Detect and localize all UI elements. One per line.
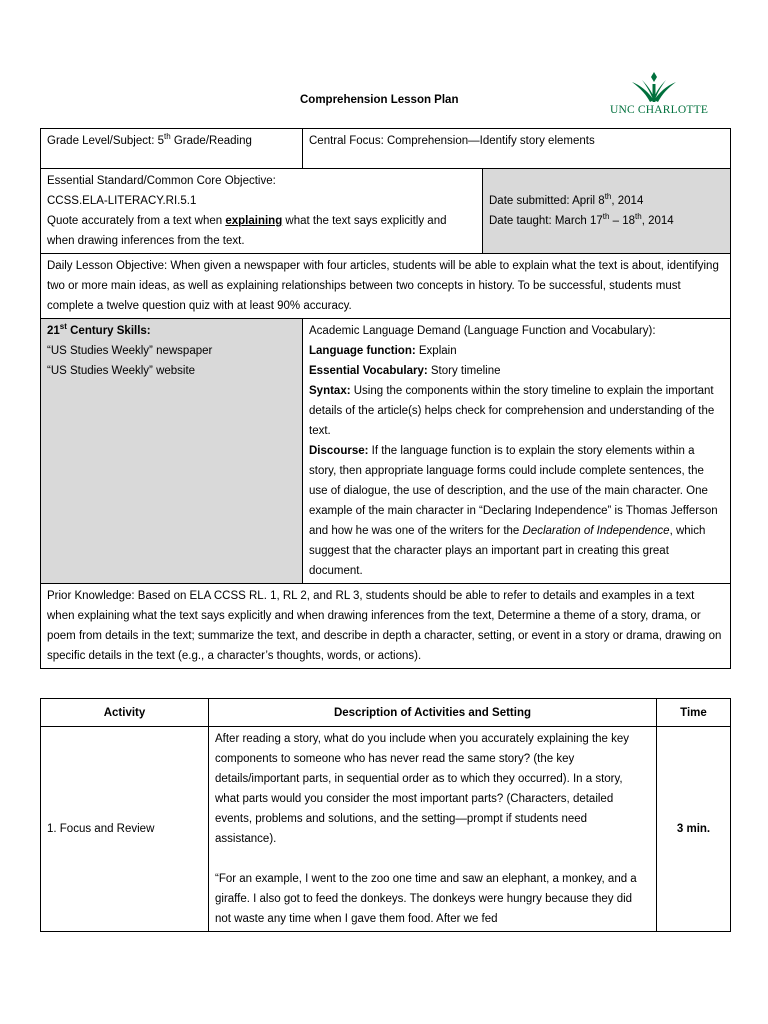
table-row [41, 727, 731, 932]
central-focus-cell: Central Focus: Comprehension—Identify story elements [303, 129, 731, 169]
table-header-row [41, 699, 731, 727]
standard-code: CCSS.ELA-LITERACY.RI.5.1 [47, 195, 197, 207]
date-submitted: Date submitted: April 8th, 2014 [489, 192, 644, 207]
description-header: Description of Activities and Setting [209, 699, 657, 727]
skill-item: “US Studies Weekly” newspaper [47, 345, 213, 357]
activity-name: 1. Focus and Review [41, 727, 209, 932]
date-taught: Date taught: March 17th – 18th, 2014 [489, 212, 674, 227]
standard-label: Essential Standard/Common Core Objective: [47, 175, 276, 187]
prior-knowledge-cell: Prior Knowledge: Based on ELA CCSS RL. 1, RL 2, and RL 3, students should be able to refer to details and examples in a text when explaining what the text says explicitly and when drawing inferences from the text, Determine a theme of a story, drama, or poem from details in the text; summarize the text, and describe in depth a character, setting, or event in a story or drama, drawing on specific details in the text (e.g., a character’s thoughts, words, or actions). [41, 584, 731, 669]
skill-item: “US Studies Weekly” website [47, 365, 196, 377]
language-function: Language function: Explain [309, 345, 457, 357]
table-row [41, 254, 731, 319]
academic-language-label: Academic Language Demand (Language Function and Vocabulary): [309, 325, 656, 337]
activity-description [209, 727, 657, 932]
table-row [41, 129, 731, 169]
activity-time: 3 min. [657, 727, 731, 932]
activity-header: Activity [41, 699, 209, 727]
logo-text: UNC CHARLOTTE [609, 104, 709, 116]
document-title: Comprehension Lesson Plan [300, 94, 459, 106]
time-header: Time [657, 699, 731, 727]
description-paragraph: After reading a story, what do you include when you accurately explaining the key components to someone who has never read the same story? (the key details/important parts, in sequential order as to which they occurred). In a story, what parts would you consider the most important parts? (Characters, detailed events, problems and solutions, and the setting—prompt if students need assistance). [215, 733, 630, 845]
essential-vocabulary: Essential Vocabulary: Story timeline [309, 365, 501, 377]
century-skills-label: 21st Century Skills: [47, 322, 151, 337]
standard-cell [41, 169, 483, 254]
objective-text: Quote accurately from a text when explaining what the text says explicitly and when drawing inferences from the text. [47, 215, 447, 247]
grade-level-cell: Grade Level/Subject: 5th Grade/Reading [41, 129, 303, 169]
crown-leaf-icon [626, 70, 682, 104]
activities-table [40, 698, 731, 932]
syntax-text: Syntax: Using the components within the story timeline to explain the important details of the article(s) helps check for comprehension and understanding of the text. [309, 385, 715, 437]
table-row [41, 319, 731, 584]
dates-cell [483, 169, 731, 254]
century-skills-cell [41, 319, 303, 584]
table-row [41, 584, 731, 669]
table-row [41, 169, 731, 254]
description-paragraph: “For an example, I went to the zoo one time and saw an elephant, a monkey, and a giraffe. I also got to feed the donkeys. The donkeys were hungry because they did not waste any time when I gave them food. After we fed [215, 873, 637, 925]
lesson-info-table [40, 128, 731, 669]
discourse-text: Discourse: If the language function is to explain the story elements within a story, then appropriate language forms could include complete sentences, the use of dialogue, the use of description, and the use of the main character. One example of the main character in “Declaring Independence” is Thomas Jefferson and how he was one of the writers for the Declaration of Independence, which suggest that the character plays an important part in creating this great document. [309, 445, 718, 577]
academic-language-cell [303, 319, 731, 584]
unc-charlotte-logo [596, 70, 712, 120]
daily-objective-cell: Daily Lesson Objective: When given a newspaper with four articles, students will be able to explain what the text is about, identifying two or more main ideas, as well as explaining relationships between two concepts in history. To be successful, students must complete a twelve question quiz with at least 90% accuracy. [41, 254, 731, 319]
